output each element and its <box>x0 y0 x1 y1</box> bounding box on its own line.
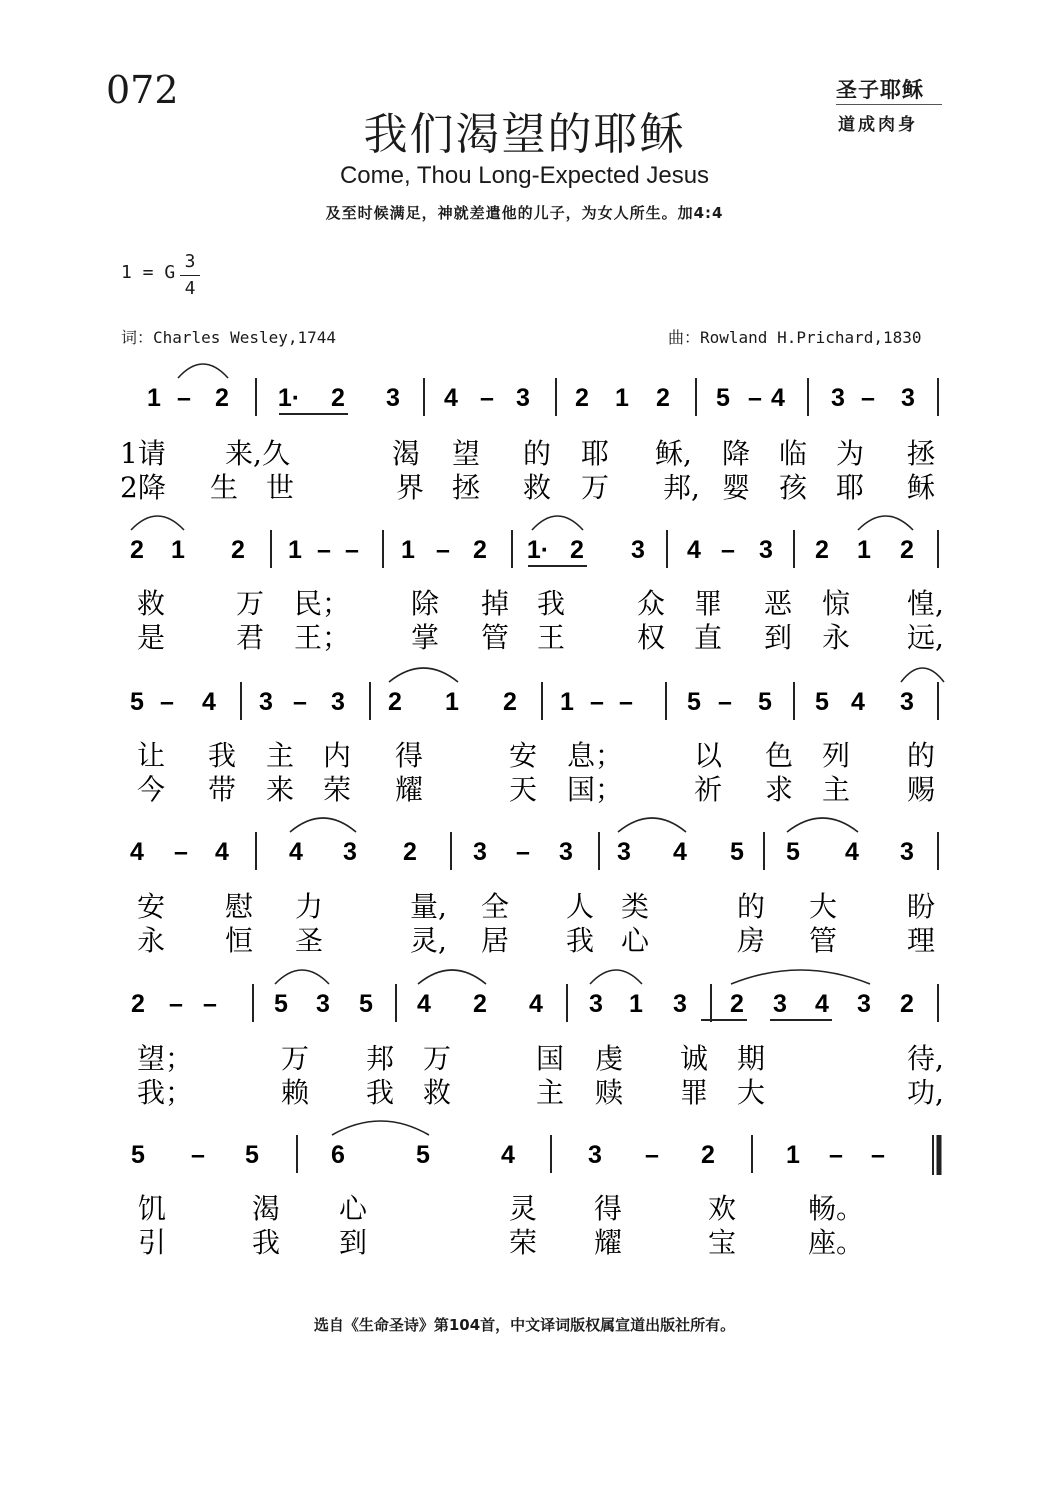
note: 4 <box>771 384 785 412</box>
slur-arc <box>787 818 858 832</box>
lyric-verse1: 众 <box>637 587 666 620</box>
lyric-verse2: 界 <box>396 471 425 504</box>
lyric-verse2: 主 <box>536 1076 565 1109</box>
note: 2 <box>331 384 345 412</box>
lyric-verse1: 息； <box>567 739 624 772</box>
lyric-verse1: 我 <box>208 739 237 772</box>
note: 3 <box>831 384 845 412</box>
note: 4 <box>501 1141 515 1169</box>
note: 5 <box>730 838 744 866</box>
lyric-verse2: 灵, <box>410 924 447 957</box>
note: 1 <box>857 536 871 564</box>
slur-arc <box>418 970 486 984</box>
lyric-verse2: 赎 <box>595 1076 624 1109</box>
lyric-verse1: 惊 <box>822 587 851 620</box>
slur-arc <box>131 516 184 530</box>
lyric-verse1: 让 <box>137 739 166 772</box>
lyric-verse2: 来 <box>266 773 295 806</box>
category-label: 圣子耶稣 <box>836 77 924 102</box>
lyric-verse1: 内 <box>323 739 352 772</box>
note: 5 <box>131 1141 145 1169</box>
lyric-verse1: 虔 <box>595 1042 624 1075</box>
lyric-verse1: 安 <box>509 739 538 772</box>
lyric-verse1: 拯 <box>907 437 936 470</box>
lyric-verse2: 荣 <box>323 773 352 806</box>
lyric-verse2: 圣 <box>295 924 324 957</box>
note: 4 <box>444 384 458 412</box>
lyric-verse1: 诚 <box>680 1042 709 1075</box>
lyric-verse2: 今 <box>137 773 166 806</box>
lyric-verse1: 以 <box>694 739 723 772</box>
lyric-verse2: 拯 <box>452 471 481 504</box>
dash: – <box>619 688 633 716</box>
lyric-verse1: 万 <box>423 1042 452 1075</box>
dash: – <box>718 688 732 716</box>
lyric-verse2: 耀 <box>594 1226 623 1259</box>
lyric-verse2: 主 <box>822 773 851 806</box>
lyric-verse1: 我 <box>537 587 566 620</box>
lyric-verse1: 望 <box>452 437 481 470</box>
note: 5 <box>716 384 730 412</box>
words-credit: 词：Charles Wesley,1744 <box>121 328 337 347</box>
note: 3 <box>857 990 871 1018</box>
dash: – <box>871 1141 885 1169</box>
lyric-verse2: 救 <box>523 471 552 504</box>
note: 3 <box>759 536 773 564</box>
lyric-verse2: 心 <box>621 924 650 957</box>
lyric-verse2: 带 <box>208 773 237 806</box>
lyric-verse1: 国 <box>536 1042 565 1075</box>
dash: – <box>203 990 217 1018</box>
slur-arc <box>332 1121 429 1135</box>
lyric-verse1: 主 <box>266 739 295 772</box>
dash: – <box>721 536 735 564</box>
lyric-verse2: 耶 <box>836 471 865 504</box>
dash: – <box>645 1141 659 1169</box>
note: 6 <box>331 1141 345 1169</box>
note: 3 <box>631 536 645 564</box>
slur-arc <box>618 818 686 832</box>
lyric-verse1: 列 <box>822 739 851 772</box>
note: 2 <box>215 384 229 412</box>
lyric-verse2: 天 <box>509 773 538 806</box>
note: 4 <box>673 838 687 866</box>
slur-arc <box>290 818 356 832</box>
subcategory-label: 道成肉身 <box>838 115 918 135</box>
lyric-verse2: 宝 <box>708 1226 737 1259</box>
note: 3 <box>386 384 400 412</box>
lyric-verse1: 盼 <box>907 890 936 923</box>
lyric-verse1: 畅。 <box>808 1192 865 1225</box>
lyric-verse2: 世 <box>266 471 295 504</box>
slur-arc <box>178 364 228 378</box>
note: 5 <box>359 990 373 1018</box>
note: 1 <box>147 384 161 412</box>
lyric-verse2: 是 <box>137 621 166 654</box>
note: 2 <box>388 688 402 716</box>
lyric-verse1: 饥 <box>138 1192 167 1225</box>
lyric-verse1: 救 <box>137 587 166 620</box>
lyric-verse2: 耀 <box>395 773 424 806</box>
lyric-verse2: 孩 <box>779 471 808 504</box>
lyric-verse2: 赐 <box>907 773 936 806</box>
lyric-verse1: 待, <box>907 1042 944 1075</box>
lyric-verse2: 座。 <box>808 1226 865 1259</box>
lyric-verse2: 祈 <box>694 773 723 806</box>
lyric-verse1: 心 <box>339 1192 368 1225</box>
note: 4 <box>845 838 859 866</box>
note: 3 <box>316 990 330 1018</box>
lyric-verse2: 理 <box>907 924 936 957</box>
dash: – <box>516 838 530 866</box>
note: 3 <box>773 990 787 1018</box>
lyric-verse1: 渴 <box>252 1192 281 1225</box>
lyric-verse2: 永 <box>137 924 166 957</box>
dash: – <box>861 384 875 412</box>
note: 3 <box>901 384 915 412</box>
lyric-verse2: 到 <box>764 621 793 654</box>
lyric-verse1: 渴 <box>392 437 421 470</box>
lyric-verse2: 王 <box>537 621 566 654</box>
hymn-subtitle: Come, Thou Long-Expected Jesus <box>339 162 710 189</box>
note: 2 <box>473 990 487 1018</box>
note: 5 <box>687 688 701 716</box>
lyric-verse1: 降 <box>722 437 751 470</box>
music-credit: 曲：Rowland H.Prichard,1830 <box>668 328 922 347</box>
note: 1 <box>786 1141 800 1169</box>
note: 3 <box>900 838 914 866</box>
note: 1 <box>171 536 185 564</box>
lyric-verse2: 君 <box>236 621 265 654</box>
lyric-verse1: 的 <box>907 739 936 772</box>
lyric-verse2: 直 <box>694 621 723 654</box>
note: 3 <box>331 688 345 716</box>
note: 5 <box>786 838 800 866</box>
dash: – <box>160 688 174 716</box>
note: 4 <box>529 990 543 1018</box>
slur-arc <box>532 516 583 530</box>
note: 2 <box>131 990 145 1018</box>
lyric-verse1: 耶 <box>581 437 610 470</box>
lyric-verse1: 稣, <box>655 437 692 470</box>
note: 1· <box>526 536 550 564</box>
note: 3 <box>589 990 603 1018</box>
note: 3 <box>343 838 357 866</box>
lyric-verse1: 的 <box>523 437 552 470</box>
note: 5 <box>245 1141 259 1169</box>
lyric-verse1: 灵 <box>509 1192 538 1225</box>
lyric-verse1: 惶, <box>907 587 944 620</box>
lyric-verse1: 慰 <box>225 890 254 923</box>
note: 2 <box>900 536 914 564</box>
lyric-verse1: 大 <box>809 890 838 923</box>
note: 4 <box>417 990 431 1018</box>
lyric-verse2: 万 <box>581 471 610 504</box>
lyric-verse2: 婴 <box>722 471 751 504</box>
lyric-verse2: 求 <box>765 773 794 806</box>
lyric-verse2: 我 <box>366 1076 395 1109</box>
key-signature: 1 = G <box>121 262 176 283</box>
lyric-verse2: 荣 <box>509 1226 538 1259</box>
note: 4 <box>202 688 216 716</box>
note: 2 <box>570 536 584 564</box>
note: 5 <box>274 990 288 1018</box>
lyric-verse2: 罪 <box>680 1076 709 1109</box>
lyric-verse1: 临 <box>779 437 808 470</box>
note: 1 <box>401 536 415 564</box>
lyric-verse1: 量, <box>410 890 447 923</box>
time-signature-top: 3 <box>184 251 196 272</box>
lyric-verse2: 房 <box>737 924 766 957</box>
lyric-verse1: 望； <box>137 1042 194 1075</box>
note: 3 <box>516 384 530 412</box>
slur-arc <box>858 516 913 530</box>
lyric-verse2: 永 <box>822 621 851 654</box>
lyric-verse2: 2降 <box>120 471 166 504</box>
dash: – <box>436 536 450 564</box>
lyric-verse1: 万 <box>281 1042 310 1075</box>
lyric-verse1: 1请 <box>120 437 166 470</box>
lyric-verse1: 安 <box>137 890 166 923</box>
slur-arc <box>901 668 944 682</box>
lyric-verse2: 到 <box>339 1226 368 1259</box>
note: 3 <box>673 990 687 1018</box>
note: 2 <box>503 688 517 716</box>
lyric-verse2: 大 <box>737 1076 766 1109</box>
scripture-verse: 及至时候满足，神就差遣他的儿子，为女人所生。加4:4 <box>325 204 724 222</box>
dash: – <box>293 688 307 716</box>
lyric-verse2: 我 <box>566 924 595 957</box>
dash: – <box>191 1141 205 1169</box>
note: 4 <box>851 688 865 716</box>
note: 2 <box>231 536 245 564</box>
lyric-verse1: 罪 <box>694 587 723 620</box>
note: 3 <box>617 838 631 866</box>
lyric-verse2: 恒 <box>225 924 254 957</box>
note: 1· <box>277 384 301 412</box>
note: 4 <box>130 838 144 866</box>
lyric-verse2: 我； <box>137 1076 194 1109</box>
lyric-verse2: 我 <box>252 1226 281 1259</box>
lyric-verse1: 类 <box>621 890 650 923</box>
dash: – <box>177 384 191 412</box>
lyric-verse2: 远, <box>907 621 944 654</box>
dash: – <box>590 688 604 716</box>
note: 2 <box>730 990 744 1018</box>
note: 2 <box>900 990 914 1018</box>
lyric-verse1: 为 <box>836 437 865 470</box>
note: 4 <box>687 536 701 564</box>
note: 3 <box>259 688 273 716</box>
note: 2 <box>473 536 487 564</box>
note: 2 <box>403 838 417 866</box>
note: 5 <box>758 688 772 716</box>
note: 5 <box>815 688 829 716</box>
hymn-title: 我们渴望的耶稣 <box>363 109 686 160</box>
lyric-verse2: 引 <box>138 1226 167 1259</box>
lyric-verse2: 管 <box>481 621 510 654</box>
dash: – <box>169 990 183 1018</box>
lyric-verse2: 管 <box>809 924 838 957</box>
note: 3 <box>559 838 573 866</box>
lyric-verse2: 功, <box>907 1076 944 1109</box>
dash: – <box>174 838 188 866</box>
note: 5 <box>416 1141 430 1169</box>
dash: – <box>480 384 494 412</box>
note: 3 <box>473 838 487 866</box>
lyric-verse1: 欢 <box>708 1192 737 1225</box>
lyric-verse1: 全 <box>481 890 510 923</box>
lyric-verse2: 赖 <box>281 1076 310 1109</box>
note: 2 <box>656 384 670 412</box>
dash: – <box>748 384 762 412</box>
slur-arc <box>389 668 458 682</box>
lyric-verse1: 得 <box>594 1192 623 1225</box>
lyric-verse1: 的 <box>737 890 766 923</box>
note: 1 <box>560 688 574 716</box>
lyric-verse1: 邦 <box>366 1042 395 1075</box>
note: 4 <box>815 990 829 1018</box>
note: 1 <box>288 536 302 564</box>
hymn-number: 072 <box>106 68 179 112</box>
lyric-verse1: 久 <box>262 437 291 470</box>
note: 3 <box>900 688 914 716</box>
lyric-verse1: 期 <box>737 1042 766 1075</box>
lyric-verse1: 除 <box>411 587 440 620</box>
note: 1 <box>445 688 459 716</box>
lyric-verse1: 民； <box>294 587 351 620</box>
lyric-verse1: 来, <box>225 437 262 470</box>
lyric-verse1: 力 <box>295 890 324 923</box>
lyric-verse2: 稣 <box>907 471 936 504</box>
note: 3 <box>588 1141 602 1169</box>
slur-arc <box>590 970 642 984</box>
dash: – <box>345 536 359 564</box>
lyric-verse1: 掉 <box>481 587 510 620</box>
lyric-verse2: 王； <box>294 621 351 654</box>
lyric-verse1: 色 <box>765 739 794 772</box>
lyric-verse2: 居 <box>481 924 510 957</box>
lyric-verse2: 掌 <box>411 621 440 654</box>
lyric-verse2: 生 <box>210 471 239 504</box>
note: 1 <box>629 990 643 1018</box>
note: 2 <box>575 384 589 412</box>
copyright-footer: 选自《生命圣诗》第104首，中文译词版权属宣道出版社所有。 <box>313 1316 736 1334</box>
time-signature-bottom: 4 <box>184 278 196 299</box>
note: 2 <box>815 536 829 564</box>
lyric-verse2: 国； <box>567 773 624 806</box>
dash: – <box>317 536 331 564</box>
lyric-verse1: 人 <box>566 890 595 923</box>
slur-arc <box>275 970 329 984</box>
note: 1 <box>615 384 629 412</box>
lyric-verse2: 救 <box>423 1076 452 1109</box>
lyric-verse1: 万 <box>236 587 265 620</box>
lyric-verse1: 恶 <box>764 587 793 620</box>
note: 2 <box>130 536 144 564</box>
note: 4 <box>215 838 229 866</box>
lyric-verse2: 权 <box>637 621 666 654</box>
note: 4 <box>289 838 303 866</box>
lyric-verse2: 邦, <box>663 471 700 504</box>
note: 5 <box>130 688 144 716</box>
lyric-verse1: 得 <box>395 739 424 772</box>
slur-arc <box>731 970 870 984</box>
note: 2 <box>701 1141 715 1169</box>
dash: – <box>829 1141 843 1169</box>
